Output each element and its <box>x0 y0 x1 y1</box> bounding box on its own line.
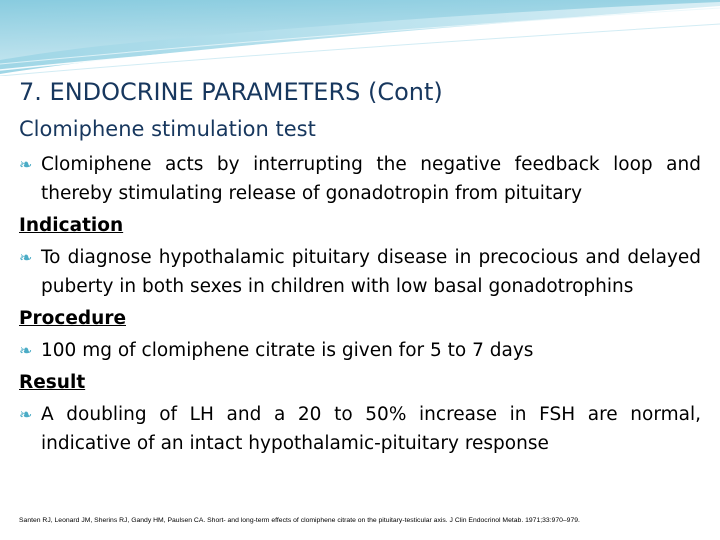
bullet-result <box>19 400 701 458</box>
feather-bullet-icon: ❧ <box>19 155 33 174</box>
indication-heading: Indication <box>19 215 124 236</box>
procedure-heading: Procedure <box>19 308 126 329</box>
feather-bullet-icon: ❧ <box>19 248 33 267</box>
slide-subtitle: Clomiphene stimulation test <box>19 117 316 141</box>
result-heading: Result <box>19 372 86 393</box>
bullet-indication-text: To diagnose hypothalamic pituitary disease in precocious and delayed puberty in both sexes in children with low basal gonadotrophins <box>41 247 701 297</box>
feather-bullet-icon: ❧ <box>19 405 33 424</box>
bullet-intro <box>19 150 701 208</box>
feather-bullet-icon: ❧ <box>19 341 33 360</box>
slide-title: 7. ENDOCRINE PARAMETERS (Cont) <box>19 78 443 106</box>
slide-content <box>19 150 701 458</box>
bullet-intro-text: Clomiphene acts by interrupting the negative feedback loop and thereby stimulating release of gonadotropin from pituitary <box>41 154 701 204</box>
bullet-result-text: A doubling of LH and a 20 to 50% increase in FSH are normal, indicative of an intact hypothalamic-pituitary response <box>41 404 701 454</box>
bullet-procedure-text: 100 mg of clomiphene citrate is given for 5 to 7 days <box>41 340 534 361</box>
bullet-indication <box>19 243 701 301</box>
bullet-procedure <box>19 336 701 365</box>
decorative-banner <box>0 0 720 76</box>
citation: Santen RJ, Leonard JM, Sherins RJ, Gandy HM, Paulsen CA. Short- and long-term effects of clomiphene citrate on the pituitary-testicular axis. J Clin Endocrinol Metab. 1971;33:970–979. <box>19 517 580 524</box>
